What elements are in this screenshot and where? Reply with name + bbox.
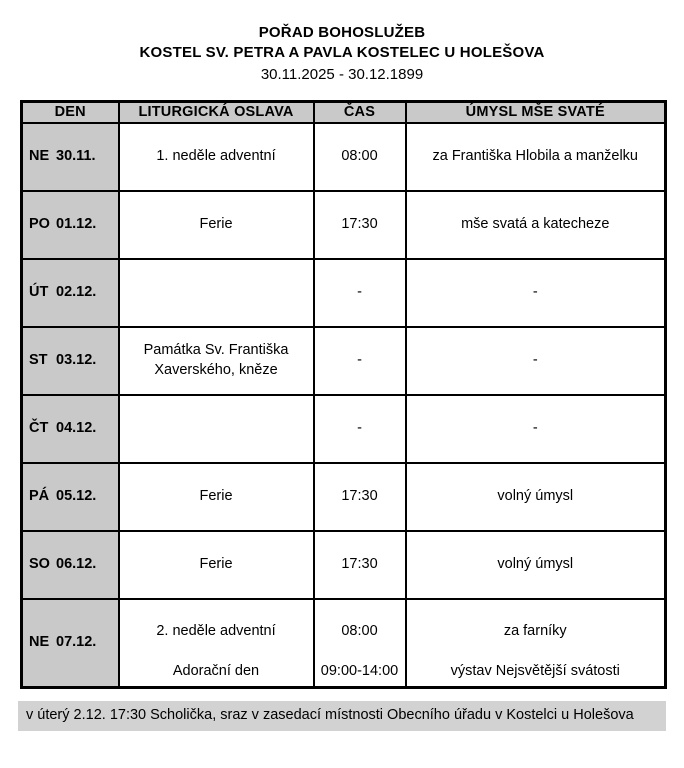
day-date: 06.12. bbox=[56, 555, 97, 572]
celebration-cell: Ferie bbox=[119, 531, 314, 599]
celebration-cell: Památka Sv. Františka Xaverského, kněze bbox=[119, 327, 314, 395]
table-row bbox=[22, 327, 666, 395]
day-date: 05.12. bbox=[56, 487, 97, 504]
day-cell bbox=[22, 259, 119, 327]
day-date: 30.11. bbox=[56, 147, 96, 164]
day-cell bbox=[22, 531, 119, 599]
footer-note: v úterý 2.12. 17:30 Scholička, sraz v zasedací místnosti Obecního úřadu v Kostelci u Holešova bbox=[18, 701, 666, 731]
intention-cell: za Františka Hlobila a manželku bbox=[406, 123, 666, 191]
title-block bbox=[0, 0, 684, 85]
table-row bbox=[22, 531, 666, 599]
time-cell: - bbox=[314, 259, 406, 327]
time-cell: 17:30 bbox=[314, 463, 406, 531]
time-cell: 17:30 bbox=[314, 531, 406, 599]
day-cell bbox=[22, 191, 119, 259]
day-date: 02.12. bbox=[56, 283, 97, 300]
intention-line-1: za farníky bbox=[503, 622, 567, 639]
day-date: 01.12. bbox=[56, 215, 97, 232]
day-abbr: ČT bbox=[29, 419, 49, 436]
celebration-line-2: Adorační den bbox=[172, 662, 260, 679]
day-cell bbox=[22, 123, 119, 191]
celebration-cell: Ferie bbox=[119, 191, 314, 259]
intention-cell: volný úmysl bbox=[406, 531, 666, 599]
day-date: 04.12. bbox=[56, 419, 97, 436]
celebration-cell: 1. neděle adventní bbox=[119, 123, 314, 191]
day-abbr: NE bbox=[29, 147, 50, 164]
table-row bbox=[22, 599, 666, 688]
church-name: KOSTEL SV. PETRA A PAVLA KOSTELEC U HOLEŠOVA bbox=[139, 44, 545, 61]
table-header-row bbox=[22, 102, 666, 123]
day-abbr: ÚT bbox=[29, 283, 49, 300]
header-celebration: LITURGICKÁ OSLAVA bbox=[119, 102, 314, 123]
page-title: POŘAD BOHOSLUŽEB bbox=[258, 24, 426, 41]
celebration-cell bbox=[119, 259, 314, 327]
time-cell: - bbox=[314, 395, 406, 463]
date-range: 30.11.2025 - 30.12.1899 bbox=[260, 66, 424, 83]
header-day: DEN bbox=[22, 102, 119, 123]
day-cell bbox=[22, 599, 119, 688]
day-cell bbox=[22, 463, 119, 531]
day-cell bbox=[22, 395, 119, 463]
celebration-line-1: 2. neděle adventní bbox=[156, 622, 276, 639]
celebration-cell bbox=[119, 599, 314, 688]
day-date: 07.12. bbox=[56, 633, 97, 650]
time-cell: 08:00 bbox=[314, 123, 406, 191]
day-cell bbox=[22, 327, 119, 395]
intention-cell: mše svatá a katecheze bbox=[406, 191, 666, 259]
day-abbr: PÁ bbox=[29, 487, 50, 504]
time-cell: - bbox=[314, 327, 406, 395]
celebration-cell bbox=[119, 395, 314, 463]
day-abbr: SO bbox=[29, 555, 50, 572]
table-row bbox=[22, 191, 666, 259]
header-time: ČAS bbox=[314, 102, 406, 123]
intention-cell: - bbox=[406, 327, 666, 395]
celebration-cell: Ferie bbox=[119, 463, 314, 531]
day-abbr: NE bbox=[29, 633, 50, 650]
table-row bbox=[22, 395, 666, 463]
intention-cell: - bbox=[406, 259, 666, 327]
table-row bbox=[22, 123, 666, 191]
header-intention: ÚMYSL MŠE SVATÉ bbox=[406, 102, 666, 123]
service-schedule-table bbox=[20, 100, 667, 689]
time-line-2: 09:00-14:00 bbox=[320, 662, 399, 679]
day-date: 03.12. bbox=[56, 351, 97, 368]
intention-cell bbox=[406, 599, 666, 688]
time-cell: 17:30 bbox=[314, 191, 406, 259]
day-abbr: PO bbox=[29, 215, 50, 232]
day-abbr: ST bbox=[29, 351, 48, 368]
time-line-1: 08:00 bbox=[341, 622, 378, 639]
intention-cell: - bbox=[406, 395, 666, 463]
table-row bbox=[22, 259, 666, 327]
time-cell bbox=[314, 599, 406, 688]
table-row bbox=[22, 463, 666, 531]
intention-cell: volný úmysl bbox=[406, 463, 666, 531]
intention-line-2: výstav Nejsvětější svátosti bbox=[450, 662, 620, 679]
